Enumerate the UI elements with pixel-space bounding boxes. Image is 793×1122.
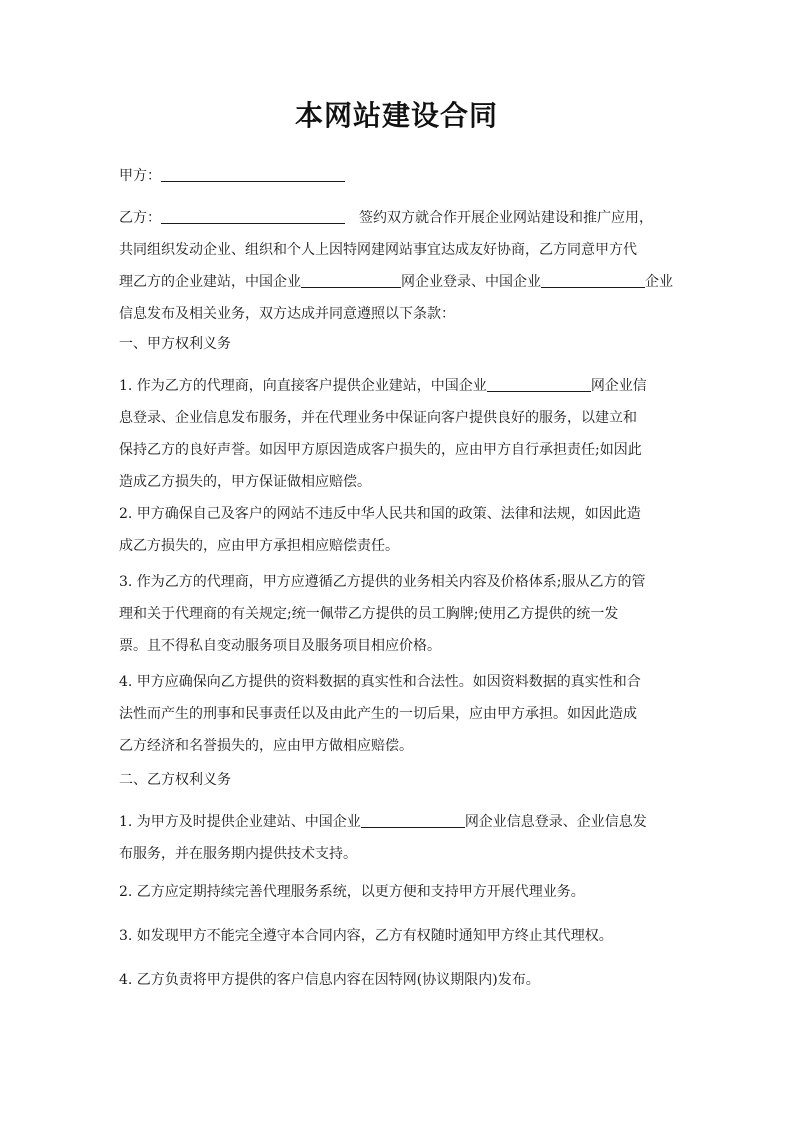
section-2-item-4: 4. 乙方负责将甲方提供的客户信息内容在因特网(协议期限内)发布。 [119,972,540,988]
intro-line-3a: 理乙方的企业建站，中国企业 [119,274,301,290]
party-a-label: 甲方： [119,168,161,184]
section-2-item-3: 3. 如发现甲方不能完全遵守本合同内容，乙方有权随时通知甲方终止其代理权。 [119,928,613,944]
section-1-heading: 一、甲方权利义务 [119,336,231,352]
section-2-heading: 二、乙方权利义务 [119,772,231,788]
party-b-label: 乙方： [119,210,161,226]
intro-line-3c: 企业 [645,274,673,290]
section-2-blank [361,811,465,828]
party-a-blank [161,165,345,182]
section-1-item-1: 1. 作为乙方的代理商，向直接客户提供企业建站，中国企业 网企业信 息登录、企业信息发布服务，并在代理业务中保证向客户提供良好的服务，以建立和 保持乙方的良好声誉。如因甲方原因造成客户损失的，应由甲方自行承担责任;如因此 造成乙方损失的，甲方保证做相应赔偿。 [119,370,679,498]
section-1-item-3: 3. 作为乙方的代理商，甲方应遵循乙方提供的业务相关内容及价格体系;服从乙方的管 理和关于代理商的有关规定;统一佩带乙方提供的员工胸牌;使用乙方提供的统一发 票。且不得私自变动服务项目及服务项目相应价格。 [119,574,646,654]
section-1-item-2: 2. 甲方确保自己及客户的网站不违反中华人民共和国的政策、法律和法规，如因此造 成乙方损失的，应由甲方承担相应赔偿责任。 [119,506,641,554]
party-b-blank [161,207,345,224]
intro-paragraph [119,202,679,330]
intro-line-2: 共同组织发动企业、组织和个人上因特网建网站事宜达成友好协商，乙方同意甲方代 [119,242,637,258]
party-a-line [119,160,679,192]
intro-text-1: 签约双方就合作开展企业网站建设和推广应用， [359,210,653,226]
item-1-blank [487,375,591,392]
intro-line-3b: 网企业登录、中国企业 [401,274,541,290]
intro-blank-2 [541,271,645,288]
page-title: 本网站建设合同 [294,99,498,132]
intro-line-4: 信息发布及相关业务，双方达成并同意遵照以下条款： [119,306,455,322]
section-2-item-1: 1. 为甲方及时提供企业建站、中国企业 网企业信息登录、企业信息发 布服务，并在服务期内提供技术支持。 [119,806,679,870]
intro-blank-1 [301,271,401,288]
section-1-item-4: 4. 甲方应确保向乙方提供的资料数据的真实性和合法性。如因资料数据的真实性和合 法性而产生的刑事和民事责任以及由此产生的一切后果，应由甲方承担。如因此造成 乙方经济和名誉损失的，应由甲方做相应赔偿。 [119,674,641,754]
section-2-item-2: 2. 乙方应定期持续完善代理服务系统，以更方便和支持甲方开展代理业务。 [119,884,585,900]
